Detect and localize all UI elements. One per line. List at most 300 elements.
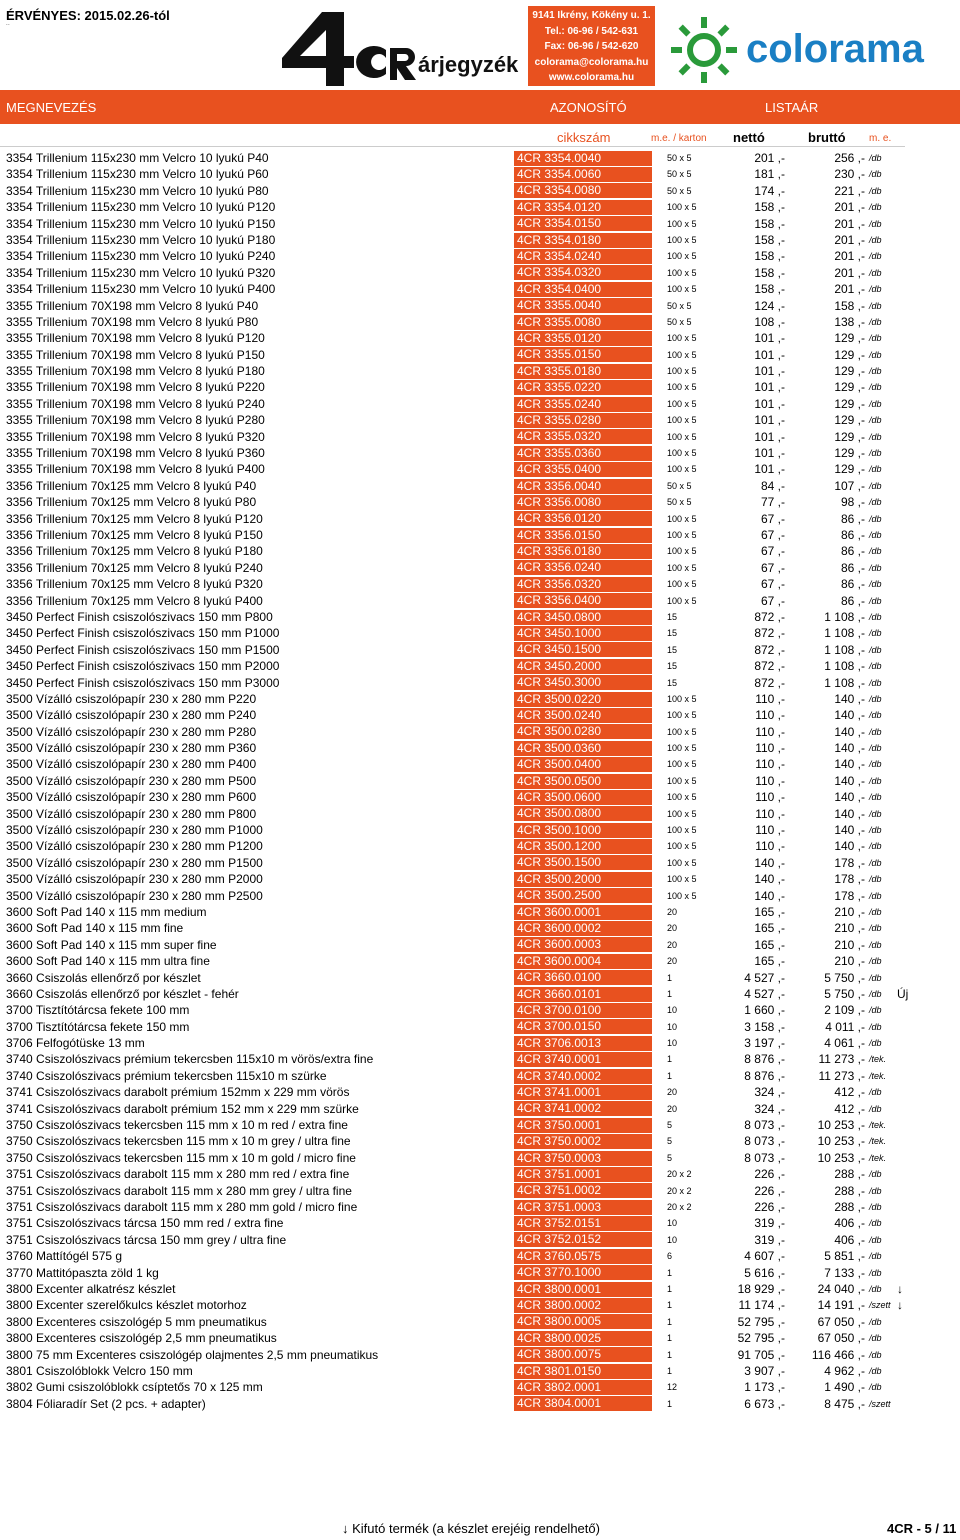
pack-size: 12 bbox=[667, 1382, 678, 1393]
pack-size: 100 x 5 bbox=[667, 710, 697, 721]
pack-size: 15 bbox=[667, 628, 678, 639]
product-description: 3355 Trillenium 70X198 mm Velcro 8 lyukú P240 bbox=[6, 396, 265, 411]
product-description: 3740 Csiszolószivacs prémium tekercsben 115x10 m vörös/extra fine bbox=[6, 1052, 374, 1067]
net-price: 101 ,- bbox=[754, 413, 785, 428]
product-description: 3804 Fóliaradír Set (2 pcs. + adapter) bbox=[6, 1396, 206, 1411]
net-price: 5 616 ,- bbox=[744, 1265, 785, 1280]
product-description: 3354 Trillenium 115x230 mm Velcro 10 lyukú P120 bbox=[6, 200, 276, 215]
product-description: 3500 Vízálló csiszolópapír 230 x 280 mm P400 bbox=[6, 757, 257, 772]
table-row bbox=[0, 1183, 960, 1199]
gross-price: 1 108 ,- bbox=[824, 659, 865, 674]
net-price: 140 ,- bbox=[754, 888, 785, 903]
unit-of-measure: /db bbox=[869, 1218, 882, 1229]
unit-of-measure: /db bbox=[869, 562, 882, 573]
product-description: 3760 Mattítógél 575 g bbox=[6, 1249, 123, 1264]
unit-of-measure: /db bbox=[869, 906, 882, 917]
subheader-gross: bruttó bbox=[808, 130, 846, 145]
product-description: 3770 Mattitópaszta zöld 1 kg bbox=[6, 1265, 159, 1280]
net-price: 91 705 ,- bbox=[737, 1347, 785, 1362]
table-row bbox=[0, 314, 960, 330]
unit-of-measure: /db bbox=[869, 1087, 882, 1098]
product-code: 4CR 3355.0360 bbox=[514, 446, 652, 461]
net-price: 319 ,- bbox=[754, 1232, 785, 1247]
unit-of-measure: /db bbox=[869, 1365, 882, 1376]
table-row bbox=[0, 396, 960, 412]
table-row bbox=[0, 1330, 960, 1346]
product-description: 3450 Perfect Finish csiszolószivacs 150 mm P800 bbox=[6, 609, 273, 624]
colorama-logo bbox=[666, 10, 956, 88]
gross-price: 11 273 ,- bbox=[818, 1052, 865, 1067]
pack-size: 50 x 5 bbox=[667, 169, 692, 180]
gross-price: 201 ,- bbox=[834, 200, 865, 215]
validity-subtext: ´´ bbox=[6, 25, 10, 31]
contact-website: www.colorama.hu bbox=[548, 72, 635, 83]
product-description: 3354 Trillenium 115x230 mm Velcro 10 lyukú P40 bbox=[6, 151, 269, 165]
table-row bbox=[0, 330, 960, 346]
net-price: 158 ,- bbox=[754, 232, 785, 247]
unit-of-measure: /db bbox=[869, 431, 882, 442]
product-code: 4CR 3751.0003 bbox=[514, 1200, 652, 1215]
product-code: 4CR 3356.0150 bbox=[514, 528, 652, 543]
gross-price: 129 ,- bbox=[834, 429, 865, 444]
product-description: 3355 Trillenium 70X198 mm Velcro 8 lyukú P80 bbox=[6, 314, 259, 329]
table-row bbox=[0, 166, 960, 182]
table-row bbox=[0, 806, 960, 822]
gross-price: 129 ,- bbox=[834, 413, 865, 428]
pack-size: 50 x 5 bbox=[667, 185, 692, 196]
net-price: 165 ,- bbox=[754, 937, 785, 952]
gross-price: 5 851 ,- bbox=[824, 1249, 865, 1264]
net-price: 67 ,- bbox=[760, 527, 785, 542]
gross-price: 1 108 ,- bbox=[824, 609, 865, 624]
pack-size: 100 x 5 bbox=[667, 693, 697, 704]
product-description: 3500 Vízálló csiszolópapír 230 x 280 mm P1200 bbox=[6, 839, 263, 854]
product-code: 4CR 3450.2000 bbox=[514, 659, 652, 674]
unit-of-measure: /db bbox=[869, 267, 882, 278]
pack-size: 100 x 5 bbox=[667, 448, 697, 459]
unit-of-measure: /db bbox=[869, 1103, 882, 1114]
net-price: 165 ,- bbox=[754, 904, 785, 919]
pack-size: 100 x 5 bbox=[667, 382, 697, 393]
unit-of-measure: /db bbox=[869, 890, 882, 901]
table-row bbox=[0, 970, 960, 986]
unit-of-measure: /db bbox=[869, 628, 882, 639]
product-description: 3660 Csiszolás ellenőrző por készlet - fehér bbox=[6, 986, 239, 1001]
table-row bbox=[0, 445, 960, 461]
table-row bbox=[0, 1363, 960, 1379]
gross-price: 140 ,- bbox=[834, 741, 865, 756]
table-row bbox=[0, 953, 960, 969]
product-code: 4CR 3700.0100 bbox=[514, 1003, 652, 1018]
gross-price: 129 ,- bbox=[834, 446, 865, 461]
product-code: 4CR 3356.0040 bbox=[514, 479, 652, 494]
unit-of-measure: /db bbox=[869, 988, 882, 999]
pack-size: 5 bbox=[667, 1120, 673, 1131]
pack-size: 5 bbox=[667, 1152, 673, 1163]
gross-price: 210 ,- bbox=[834, 937, 865, 952]
gross-price: 178 ,- bbox=[834, 872, 865, 887]
product-description: 3741 Csiszolószivacs darabolt prémium 152 mm x 229 mm szürke bbox=[6, 1101, 359, 1116]
unit-of-measure: /db bbox=[869, 185, 882, 196]
pack-size: 100 x 5 bbox=[667, 595, 697, 606]
gross-price: 201 ,- bbox=[834, 282, 865, 297]
footer-discontinued-note: ↓ Kifutó termék (a készlet erejéig rendelhető) bbox=[342, 1521, 600, 1536]
unit-of-measure: /db bbox=[869, 169, 882, 180]
table-row bbox=[0, 1051, 960, 1067]
unit-of-measure: /db bbox=[869, 1021, 882, 1032]
unit-of-measure: /db bbox=[869, 874, 882, 885]
product-code: 4CR 3354.0320 bbox=[514, 265, 652, 280]
unit-of-measure: /db bbox=[869, 234, 882, 245]
gross-price: 86 ,- bbox=[840, 544, 865, 559]
table-row bbox=[0, 1084, 960, 1100]
pack-size: 50 x 5 bbox=[667, 316, 692, 327]
pack-size: 100 x 5 bbox=[667, 546, 697, 557]
gross-price: 86 ,- bbox=[840, 593, 865, 608]
unit-of-measure: /db bbox=[869, 333, 882, 344]
table-row bbox=[0, 593, 960, 609]
product-code: 4CR 3355.0120 bbox=[514, 331, 652, 346]
net-price: 18 929 ,- bbox=[737, 1281, 785, 1296]
product-description: 3355 Trillenium 70X198 mm Velcro 8 lyukú P320 bbox=[6, 429, 265, 444]
pack-size: 20 bbox=[667, 956, 678, 967]
table-row bbox=[0, 675, 960, 691]
product-description: 3450 Perfect Finish csiszolószivacs 150 mm P3000 bbox=[6, 675, 280, 690]
table-row bbox=[0, 1215, 960, 1231]
product-description: 3800 Excenteres csiszológép 5 mm pneumatikus bbox=[6, 1314, 267, 1329]
product-code: 4CR 3355.0400 bbox=[514, 462, 652, 477]
table-row bbox=[0, 855, 960, 871]
table-row bbox=[0, 1002, 960, 1018]
net-price: 124 ,- bbox=[754, 298, 785, 313]
pack-size: 1 bbox=[667, 1333, 673, 1344]
unit-of-measure: /tek. bbox=[869, 1070, 887, 1081]
product-code: 4CR 3750.0002 bbox=[514, 1134, 652, 1149]
net-price: 158 ,- bbox=[754, 282, 785, 297]
product-code: 4CR 3356.0400 bbox=[514, 593, 652, 608]
net-price: 201 ,- bbox=[754, 151, 785, 165]
product-description: 3500 Vízálló csiszolópapír 230 x 280 mm P220 bbox=[6, 691, 257, 706]
4cr-arjegyzek-logo bbox=[282, 10, 522, 88]
product-code: 4CR 3800.0025 bbox=[514, 1331, 652, 1346]
gross-price: 412 ,- bbox=[834, 1085, 865, 1100]
product-description: 3356 Trillenium 70x125 mm Velcro 8 lyukú P120 bbox=[6, 511, 263, 526]
net-price: 108 ,- bbox=[754, 314, 785, 329]
unit-of-measure: /tek. bbox=[869, 1152, 887, 1163]
table-row bbox=[0, 298, 960, 314]
unit-of-measure: /db bbox=[869, 939, 882, 950]
gross-price: 138 ,- bbox=[834, 314, 865, 329]
pack-size: 1 bbox=[667, 1054, 673, 1065]
product-code: 4CR 3354.0040 bbox=[514, 151, 652, 166]
gross-price: 10 253 ,- bbox=[817, 1134, 865, 1149]
gross-price: 201 ,- bbox=[834, 249, 865, 264]
header-divider bbox=[0, 146, 905, 147]
product-description: 3354 Trillenium 115x230 mm Velcro 10 lyukú P240 bbox=[6, 249, 276, 264]
table-row bbox=[0, 904, 960, 920]
unit-of-measure: /db bbox=[869, 251, 882, 262]
pack-size: 100 x 5 bbox=[667, 529, 697, 540]
product-description: 3356 Trillenium 70x125 mm Velcro 8 lyukú P40 bbox=[6, 478, 257, 493]
pack-size: 15 bbox=[667, 611, 678, 622]
gross-price: 201 ,- bbox=[834, 232, 865, 247]
net-price: 110 ,- bbox=[755, 839, 785, 854]
product-code: 4CR 3800.0002 bbox=[514, 1298, 652, 1313]
unit-of-measure: /db bbox=[869, 366, 882, 377]
table-row bbox=[0, 1068, 960, 1084]
column-name: MEGNEVEZÉS bbox=[6, 100, 97, 115]
table-row bbox=[0, 1281, 960, 1297]
pack-size: 100 x 5 bbox=[667, 398, 697, 409]
product-code: 4CR 3760.0575 bbox=[514, 1249, 652, 1264]
net-price: 8 073 ,- bbox=[744, 1150, 785, 1165]
gross-price: 5 750 ,- bbox=[824, 986, 865, 1001]
pack-size: 20 bbox=[667, 1103, 678, 1114]
net-price: 67 ,- bbox=[760, 544, 785, 559]
pack-size: 6 bbox=[667, 1251, 673, 1262]
gross-price: 140 ,- bbox=[834, 823, 865, 838]
unit-of-measure: /db bbox=[869, 956, 882, 967]
unit-of-measure: /db bbox=[869, 1267, 882, 1278]
unit-of-measure: /db bbox=[869, 743, 882, 754]
contact-email: colorama@colorama.hu bbox=[534, 56, 649, 68]
product-code: 4CR 3500.0600 bbox=[514, 790, 652, 805]
gross-price: 10 253 ,- bbox=[817, 1118, 865, 1133]
unit-of-measure: /db bbox=[869, 218, 882, 229]
unit-of-measure: /db bbox=[869, 825, 882, 836]
net-price: 140 ,- bbox=[754, 872, 785, 887]
unit-of-measure: /db bbox=[869, 759, 882, 770]
unit-of-measure: /db bbox=[869, 382, 882, 393]
gross-price: 129 ,- bbox=[834, 396, 865, 411]
product-description: 3355 Trillenium 70X198 mm Velcro 8 lyukú P220 bbox=[6, 380, 265, 395]
gross-price: 201 ,- bbox=[834, 216, 865, 231]
product-code: 4CR 3660.0101 bbox=[514, 987, 652, 1002]
product-description: 3700 Tisztítótárcsa fekete 150 mm bbox=[6, 1019, 190, 1034]
pack-size: 1 bbox=[667, 1349, 673, 1360]
net-price: 3 158 ,- bbox=[744, 1019, 785, 1034]
pack-size: 100 x 5 bbox=[667, 775, 697, 786]
product-description: 3660 Csiszolás ellenőrző por készlet bbox=[6, 970, 201, 985]
net-price: 84 ,- bbox=[760, 478, 785, 493]
table-row bbox=[0, 1248, 960, 1264]
gross-price: 129 ,- bbox=[834, 347, 865, 362]
product-code: 4CR 3700.0150 bbox=[514, 1019, 652, 1034]
net-price: 3 197 ,- bbox=[744, 1036, 785, 1051]
product-code: 4CR 3800.0001 bbox=[514, 1282, 652, 1297]
table-row bbox=[0, 478, 960, 494]
product-description: 3751 Csiszolószivacs darabolt 115 mm x 280 mm red / extra fine bbox=[6, 1167, 350, 1182]
product-code: 4CR 3500.1500 bbox=[514, 855, 652, 870]
product-code: 4CR 3751.0001 bbox=[514, 1167, 652, 1182]
unit-of-measure: /db bbox=[869, 1382, 882, 1393]
pack-size: 1 bbox=[667, 1316, 673, 1327]
table-row bbox=[0, 658, 960, 674]
unit-of-measure: /db bbox=[869, 775, 882, 786]
product-code: 4CR 3356.0180 bbox=[514, 544, 652, 559]
net-price: 872 ,- bbox=[754, 675, 785, 690]
table-row bbox=[0, 412, 960, 428]
product-code: 4CR 3355.0040 bbox=[514, 298, 652, 313]
pack-size: 100 x 5 bbox=[667, 759, 697, 770]
product-code: 4CR 3356.0320 bbox=[514, 577, 652, 592]
net-price: 110 ,- bbox=[755, 757, 785, 772]
gross-price: 288 ,- bbox=[834, 1183, 865, 1198]
unit-of-measure: /db bbox=[869, 710, 882, 721]
table-row bbox=[0, 756, 960, 772]
unit-of-measure: /db bbox=[869, 529, 882, 540]
table-row bbox=[0, 1396, 960, 1412]
net-price: 872 ,- bbox=[754, 626, 785, 641]
product-code: 4CR 3500.1000 bbox=[514, 823, 652, 838]
pack-size: 15 bbox=[667, 661, 678, 672]
unit-of-measure: /db bbox=[869, 693, 882, 704]
table-row bbox=[0, 281, 960, 297]
unit-of-measure: /szett bbox=[869, 1398, 891, 1409]
product-code: 4CR 3740.0001 bbox=[514, 1052, 652, 1067]
gross-price: 140 ,- bbox=[834, 724, 865, 739]
table-row bbox=[0, 1150, 960, 1166]
unit-of-measure: /db bbox=[869, 644, 882, 655]
net-price: 52 795 ,- bbox=[737, 1314, 785, 1329]
net-price: 3 907 ,- bbox=[744, 1363, 785, 1378]
product-description: 3356 Trillenium 70x125 mm Velcro 8 lyukú P80 bbox=[6, 495, 257, 510]
product-description: 3500 Vízálló csiszolópapír 230 x 280 mm P2000 bbox=[6, 872, 263, 887]
net-price: 110 ,- bbox=[755, 708, 785, 723]
pack-size: 100 x 5 bbox=[667, 267, 697, 278]
pack-size: 15 bbox=[667, 644, 678, 655]
pack-size: 100 x 5 bbox=[667, 284, 697, 295]
unit-of-measure: /db bbox=[869, 480, 882, 491]
column-id: AZONOSÍTÓ bbox=[550, 100, 627, 115]
table-row bbox=[0, 379, 960, 395]
pack-size: 1 bbox=[667, 1283, 673, 1294]
pack-size: 100 x 5 bbox=[667, 349, 697, 360]
product-description: 3800 75 mm Excenteres csiszológép olajmentes 2,5 mm pneumatikus bbox=[6, 1347, 379, 1362]
pack-size: 20 x 2 bbox=[667, 1185, 692, 1196]
gross-price: 178 ,- bbox=[834, 855, 865, 870]
table-row bbox=[0, 248, 960, 264]
product-description: 3800 Excenter alkatrész készlet bbox=[6, 1281, 176, 1296]
product-description: 3355 Trillenium 70X198 mm Velcro 8 lyukú P150 bbox=[6, 347, 265, 362]
gross-price: 158 ,- bbox=[834, 298, 865, 313]
product-description: 3450 Perfect Finish csiszolószivacs 150 mm P1000 bbox=[6, 626, 280, 641]
product-description: 3751 Csiszolószivacs darabolt 115 mm x 280 mm grey / ultra fine bbox=[6, 1183, 352, 1198]
pack-size: 100 x 5 bbox=[667, 218, 697, 229]
gross-price: 288 ,- bbox=[834, 1167, 865, 1182]
product-code: 4CR 3741.0001 bbox=[514, 1085, 652, 1100]
table-row bbox=[0, 1166, 960, 1182]
page-number: 4CR - 5 / 11 bbox=[887, 1521, 957, 1536]
unit-of-measure: /db bbox=[869, 464, 882, 475]
product-code: 4CR 3356.0240 bbox=[514, 560, 652, 575]
net-price: 8 876 ,- bbox=[744, 1068, 785, 1083]
product-code: 4CR 3354.0400 bbox=[514, 282, 652, 297]
net-price: 110 ,- bbox=[755, 773, 785, 788]
product-code: 4CR 3450.1000 bbox=[514, 626, 652, 641]
gross-price: 140 ,- bbox=[834, 757, 865, 772]
row-marker: ↓ bbox=[897, 1298, 903, 1313]
pack-size: 100 x 5 bbox=[667, 792, 697, 803]
pack-size: 100 x 5 bbox=[667, 579, 697, 590]
net-price: 8 073 ,- bbox=[744, 1134, 785, 1149]
validity-date: ÉRVÉNYES: 2015.02.26-tól bbox=[6, 8, 170, 23]
table-row bbox=[0, 1379, 960, 1395]
pack-size: 1 bbox=[667, 988, 673, 999]
product-description: 3356 Trillenium 70x125 mm Velcro 8 lyukú P180 bbox=[6, 544, 263, 559]
net-price: 110 ,- bbox=[755, 724, 785, 739]
gross-price: 11 273 ,- bbox=[818, 1068, 865, 1083]
net-price: 158 ,- bbox=[754, 216, 785, 231]
net-price: 101 ,- bbox=[754, 396, 785, 411]
unit-of-measure: /db bbox=[869, 1202, 882, 1212]
table-row bbox=[0, 1101, 960, 1117]
product-description: 3354 Trillenium 115x230 mm Velcro 10 lyukú P400 bbox=[6, 282, 276, 297]
product-description: 3356 Trillenium 70x125 mm Velcro 8 lyukú P400 bbox=[6, 593, 263, 608]
gross-price: 140 ,- bbox=[834, 839, 865, 854]
product-code: 4CR 3751.0002 bbox=[514, 1183, 652, 1198]
row-marker: Új bbox=[897, 986, 909, 1001]
gross-price: 1 490 ,- bbox=[824, 1380, 865, 1395]
pack-size: 5 bbox=[667, 1136, 673, 1147]
gross-price: 140 ,- bbox=[834, 691, 865, 706]
gross-price: 24 040 ,- bbox=[817, 1281, 865, 1296]
product-description: 3355 Trillenium 70X198 mm Velcro 8 lyukú P40 bbox=[6, 298, 259, 313]
gross-price: 7 133 ,- bbox=[824, 1265, 865, 1280]
unit-of-measure: /db bbox=[869, 661, 882, 672]
table-row bbox=[0, 543, 960, 559]
unit-of-measure: /db bbox=[869, 415, 882, 426]
unit-of-measure: /db bbox=[869, 1333, 882, 1344]
product-description: 3500 Vízálló csiszolópapír 230 x 280 mm P2500 bbox=[6, 888, 263, 903]
table-row bbox=[0, 461, 960, 477]
product-code: 4CR 3600.0004 bbox=[514, 954, 652, 969]
product-code: 4CR 3800.0005 bbox=[514, 1314, 652, 1329]
pack-size: 100 x 5 bbox=[667, 366, 697, 377]
table-row bbox=[0, 609, 960, 625]
unit-of-measure: /db bbox=[869, 1316, 882, 1327]
product-description: 3500 Vízálló csiszolópapír 230 x 280 mm P1500 bbox=[6, 855, 263, 870]
pack-size: 20 bbox=[667, 1087, 678, 1098]
table-row bbox=[0, 216, 960, 232]
net-price: 77 ,- bbox=[760, 495, 785, 510]
gross-price: 86 ,- bbox=[840, 560, 865, 575]
gross-price: 67 050 ,- bbox=[817, 1331, 865, 1346]
gross-price: 10 253 ,- bbox=[817, 1150, 865, 1165]
product-code: 4CR 3740.0002 bbox=[514, 1069, 652, 1084]
product-code: 4CR 3660.0100 bbox=[514, 970, 652, 985]
pack-size: 50 x 5 bbox=[667, 300, 692, 311]
product-description: 3706 Felfogótüske 13 mm bbox=[6, 1036, 145, 1051]
gross-price: 1 108 ,- bbox=[824, 675, 865, 690]
colorama-sun-icon bbox=[671, 17, 737, 83]
table-row bbox=[0, 1019, 960, 1035]
product-description: 3500 Vízálló csiszolópapír 230 x 280 mm P800 bbox=[6, 806, 257, 821]
net-price: 165 ,- bbox=[754, 921, 785, 936]
net-price: 11 174 ,- bbox=[738, 1298, 785, 1313]
net-price: 8 876 ,- bbox=[744, 1052, 785, 1067]
unit-of-measure: /db bbox=[869, 841, 882, 852]
net-price: 158 ,- bbox=[754, 249, 785, 264]
product-description: 3355 Trillenium 70X198 mm Velcro 8 lyukú P180 bbox=[6, 364, 265, 379]
net-price: 4 527 ,- bbox=[744, 970, 785, 985]
pack-size: 100 x 5 bbox=[667, 415, 697, 426]
table-row bbox=[0, 642, 960, 658]
gross-price: 4 061 ,- bbox=[824, 1036, 865, 1051]
net-price: 226 ,- bbox=[754, 1167, 785, 1182]
pack-size: 100 x 5 bbox=[667, 562, 697, 573]
product-description: 3354 Trillenium 115x230 mm Velcro 10 lyukú P80 bbox=[6, 183, 269, 198]
